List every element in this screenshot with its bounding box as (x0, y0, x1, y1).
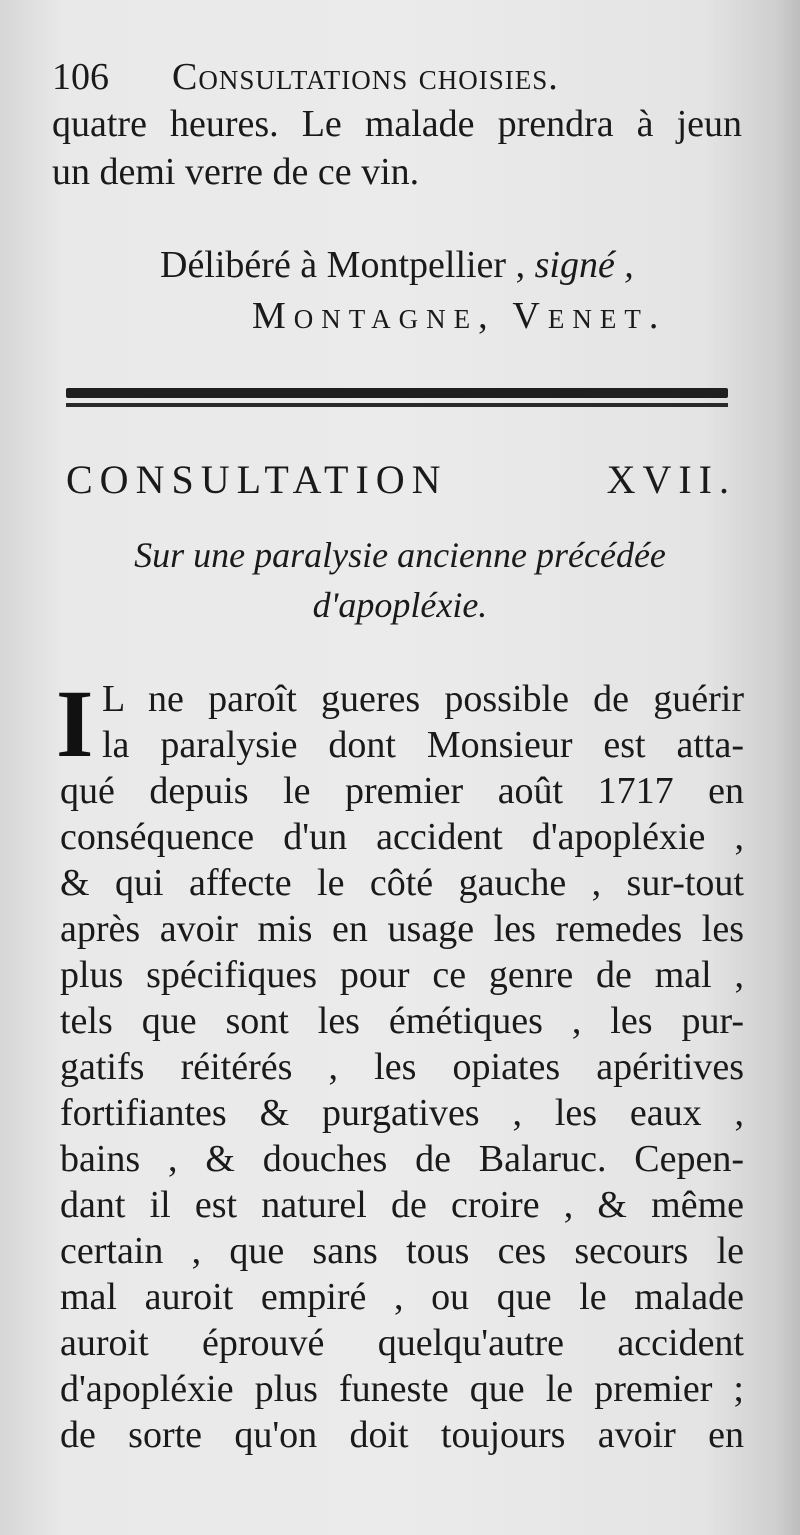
body-line-6: après avoir mis en usage les remedes les (60, 908, 744, 950)
body-line-5: & qui affecte le côté gauche , sur-tout (60, 862, 744, 904)
preceding-line-2: un demi verre de ce vin. (52, 151, 420, 193)
subtitle-line-2: d'apopléxie. (312, 585, 488, 625)
body-line-4: conséquence d'un accident d'apopléxie , (60, 816, 744, 858)
body-line-13: certain , que sans tous ces secours le (60, 1230, 744, 1272)
body-line-9: gatifs réitérés , les opiates apéritives (60, 1046, 744, 1088)
body-line-1: L ne paroît gueres possible de guérir (102, 678, 744, 720)
body-line-3: qué depuis le premier août 1717 en (60, 770, 744, 812)
page-number: 106 (52, 56, 109, 98)
body-line-15: auroit éprouvé quelqu'autre accident (60, 1322, 744, 1364)
body-line-8: tels que sont les émétiques , les pur- (60, 1000, 744, 1042)
consultation-heading: CONSULTATION XVII. (66, 457, 736, 502)
body-line-11: bains , & douches de Balaruc. Cepen- (60, 1138, 744, 1180)
closing-signed: signé , (534, 244, 634, 286)
body-line-10: fortifiantes & purgatives , les eaux , (60, 1092, 744, 1134)
drop-cap: I (56, 670, 94, 777)
body-line-2: la paralysie dont Monsieur est atta- (102, 724, 744, 766)
running-head (52, 52, 742, 102)
section-divider-thin (66, 403, 728, 407)
section-divider (66, 388, 728, 398)
closing-signatories: Montagne, Venet. (252, 295, 667, 337)
body-line-7: plus spécifiques pour ce genre de mal , (60, 954, 744, 996)
body-line-14: mal auroit empiré , ou que le malade (60, 1276, 744, 1318)
subtitle-line-1: Sur une paralysie ancienne précédée (134, 535, 666, 575)
body-line-17: de sorte qu'on doit toujours avoir en (60, 1414, 744, 1456)
running-title: Consultations choisies. (172, 56, 559, 98)
closing-place: Délibéré à Montpellier , (160, 244, 526, 286)
body-line-12: dant il est naturel de croire , & même (60, 1184, 744, 1226)
body-line-16: d'apopléxie plus funeste que le premier ; (60, 1368, 744, 1410)
closing-deliberation (160, 240, 740, 290)
preceding-line-1: quatre heures. Le malade prendra à jeun (52, 103, 742, 145)
